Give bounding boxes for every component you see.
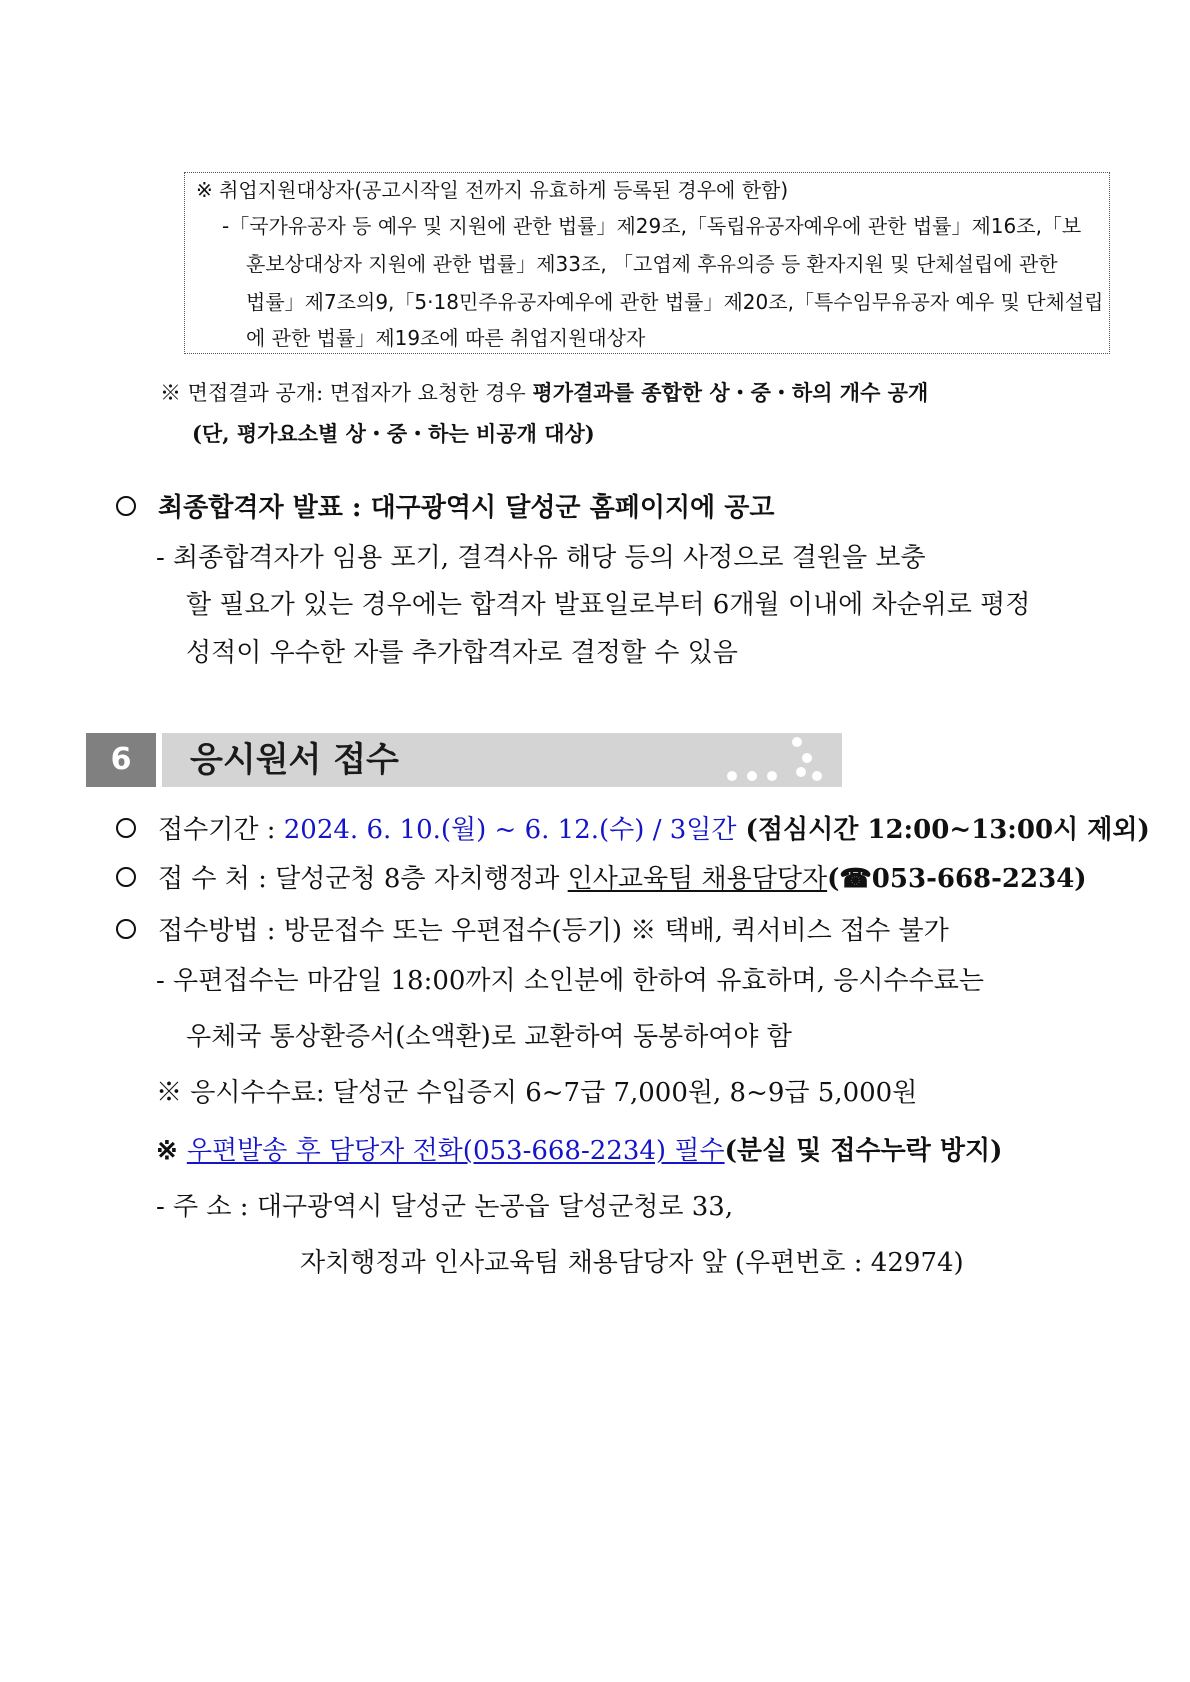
reception-place-team: 인사교육팀 채용담당자 — [567, 864, 828, 894]
reception-method-note: ※ 택배, 퀵서비스 접수 불가 — [630, 916, 949, 946]
reception-method — [116, 910, 949, 947]
circle-bullet-icon — [116, 919, 136, 939]
call-note-suffix: (분실 및 접수누락 방지) — [724, 1136, 1003, 1166]
interview-note-bold: 평가결과를 종합한 상・중・하의 개수 공개 — [532, 380, 929, 405]
reception-period-note: (점심시간 12:00~13:00시 제외) — [736, 815, 1150, 845]
section-number: 6 — [86, 733, 156, 787]
decorative-dot — [796, 767, 806, 777]
reception-place — [116, 858, 1087, 895]
address-line-2: 자치행정과 인사교육팀 채용담당자 앞 (우편번호 : 42974) — [300, 1248, 964, 1278]
final-announcement-heading — [116, 487, 774, 524]
reception-place-label: 접 수 처 : 달성군청 8층 자치행정과 — [158, 864, 568, 894]
call-note-mark: ※ — [156, 1136, 187, 1166]
final-announcement-line-3: 성적이 우수한 자를 추가합격자로 결정할 수 있음 — [186, 638, 738, 668]
interview-note-prefix: ※ 면접결과 공개: 면접자가 요청한 경우 — [160, 381, 533, 405]
address-line-1: - 주 소 : 대구광역시 달성군 논공읍 달성군청로 33, — [156, 1192, 734, 1222]
final-announcement-heading-text: 최종합격자 발표 : 대구광역시 달성군 홈페이지에 공고 — [158, 493, 775, 523]
interview-note-line-1 — [160, 377, 928, 407]
decorative-dot — [792, 737, 802, 747]
section-title-bar — [162, 733, 842, 787]
section-header — [86, 733, 842, 787]
decorative-dot — [727, 771, 737, 781]
interview-note-line-2: (단, 평가요소별 상・중・하는 비공개 대상) — [192, 421, 595, 446]
circle-bullet-icon — [116, 818, 136, 838]
reception-method-label: 접수방법 : 방문접수 또는 우편접수(등기) — [158, 916, 631, 946]
circle-bullet-icon — [116, 867, 136, 887]
decorative-dot — [767, 771, 777, 781]
mail-line-1: - 우편접수는 마감일 18:00까지 소인분에 한하여 유효하며, 응시수수료는 — [156, 966, 984, 996]
final-announcement-line-2: 할 필요가 있는 경우에는 합격자 발표일로부터 6개월 이내에 차순위로 평정 — [186, 590, 1031, 620]
reception-place-phone: (☎053-668-2234) — [827, 864, 1087, 894]
mail-line-2: 우체국 통상환증서(소액환)로 교환하여 동봉하여야 함 — [186, 1022, 792, 1052]
reception-period-label: 접수기간 : — [158, 815, 284, 845]
notice-line-5: 에 관한 법률」제19조에 따른 취업지원대상자 — [246, 326, 646, 350]
reception-period-value: 2024. 6. 10.(월) ~ 6. 12.(수) / 3일간 — [283, 815, 737, 845]
circle-bullet-icon — [116, 496, 136, 516]
notice-line-2: -「국가유공자 등 예우 및 지원에 관한 법률」제29조,「독립유공자예우에 관한 법률」제16조,「보 — [222, 214, 1082, 238]
decorative-dot — [812, 771, 822, 781]
decorative-dot — [747, 771, 757, 781]
fee-note: ※ 응시수수료: 달성군 수입증지 6~7급 7,000원, 8~9급 5,000원 — [156, 1078, 918, 1108]
notice-line-4: 법률」제7조의9,「5·18민주유공자예우에 관한 법률」제20조,「특수임무유공자 예우 및 단체설립 — [246, 290, 1104, 314]
call-note-link: 우편발송 후 담당자 전화(053-668-2234) 필수 — [186, 1136, 725, 1166]
notice-line-3: 훈보상대상자 지원에 관한 법률」제33조, 「고엽제 후유의증 등 환자지원 및 단체설립에 관한 — [246, 252, 1058, 276]
call-note — [156, 1130, 1002, 1167]
final-announcement-line-1: - 최종합격자가 임용 포기, 결격사유 해당 등의 사정으로 결원을 보충 — [156, 543, 926, 573]
notice-line-1: ※ 취업지원대상자(공고시작일 전까지 유효하게 등록된 경우에 한함) — [196, 178, 789, 202]
reception-period — [116, 809, 1150, 846]
decorative-dot — [802, 753, 812, 763]
section-title: 응시원서 접수 — [190, 740, 399, 780]
